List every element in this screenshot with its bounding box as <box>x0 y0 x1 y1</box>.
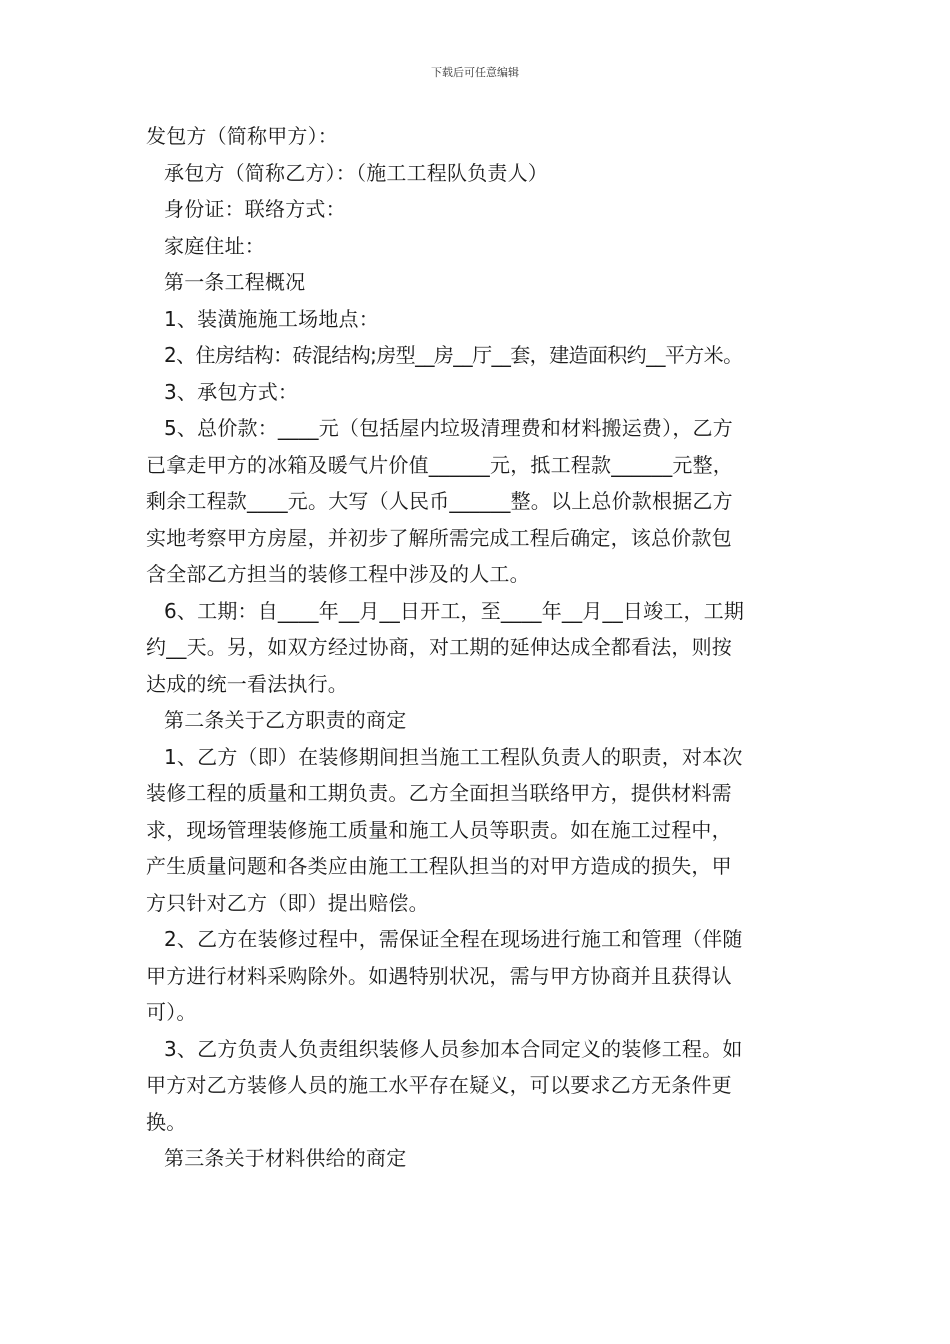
text-line: 发包方（简称甲方）： <box>146 124 338 148</box>
text-line: 含全部乙方担当的装修工程中涉及的人工。 <box>146 562 530 586</box>
text-line: 产生质量问题和各类应由施工工程队担当的对甲方造成的损失，甲 <box>146 854 732 878</box>
text-line: 第三条关于材料供给的商定 <box>164 1146 407 1170</box>
text-line: 1、乙方（即）在装修期间担当施工工程队负责人的职责，对本次 <box>164 744 743 769</box>
text-line: 第二条关于乙方职责的商定 <box>164 708 407 732</box>
text-line: 甲方进行材料采购除外。如遇特别状况，需与甲方协商并且获得认 <box>146 963 732 988</box>
text-line: 承包方（简称乙方）：（施工工程队负责人） <box>164 160 548 185</box>
text-line: 1、装潢施施工场地点： <box>164 306 379 331</box>
text-line: 实地考察甲方房屋，并初步了解所需完成工程后确定，该总价款包 <box>146 525 732 550</box>
page-header: 下载后可任意编辑 <box>431 66 519 79</box>
text-line: 方只针对乙方（即）提出赔偿。 <box>146 890 429 915</box>
text-line: 身份证：联络方式： <box>164 197 346 221</box>
document-body <box>146 118 818 1177</box>
text-line: 第一条工程概况 <box>164 270 306 294</box>
text-line: 3、乙方负责人负责组织装修人员参加本合同定义的装修工程。如 <box>164 1036 743 1061</box>
text-line: 家庭住址： <box>164 233 265 258</box>
text-line: 5、总价款：____元（包括屋内垃圾清理费和材料搬运费），乙方 <box>164 416 733 440</box>
text-line: 可）。 <box>146 1000 197 1024</box>
text-line: 达成的统一看法执行。 <box>146 671 348 696</box>
text-line: 求，现场管理装修施工质量和施工人员等职责。如在施工过程中， <box>146 817 732 842</box>
text-line: 换。 <box>146 1109 187 1134</box>
text-line: 已拿走甲方的冰箱及暖气片价值______元，抵工程款______元整， <box>146 452 733 477</box>
text-line: 6、工期：自____年__月__日开工，至____年__月__日竣工，工期 <box>164 598 745 623</box>
text-line: 2、乙方在装修过程中，需保证全程在现场进行施工和管理（伴随 <box>164 927 743 951</box>
text-line: 约__天。另，如双方经过协商，对工期的延伸达成全都看法，则按 <box>146 635 732 659</box>
text-line: 3、承包方式： <box>164 379 299 404</box>
text-line: 甲方对乙方装修人员的施工水平存在疑义，可以要求乙方无条件更 <box>146 1073 732 1097</box>
text-line: 剩余工程款____元。大写（人民币______整。以上总价款根据乙方 <box>146 489 733 513</box>
text-line: 2、住房结构：砖混结构;房型__房__厅__套，建造面积约__平方米。 <box>164 343 743 367</box>
text-line: 装修工程的质量和工期负责。乙方全面担当联络甲方，提供材料需 <box>146 781 732 805</box>
